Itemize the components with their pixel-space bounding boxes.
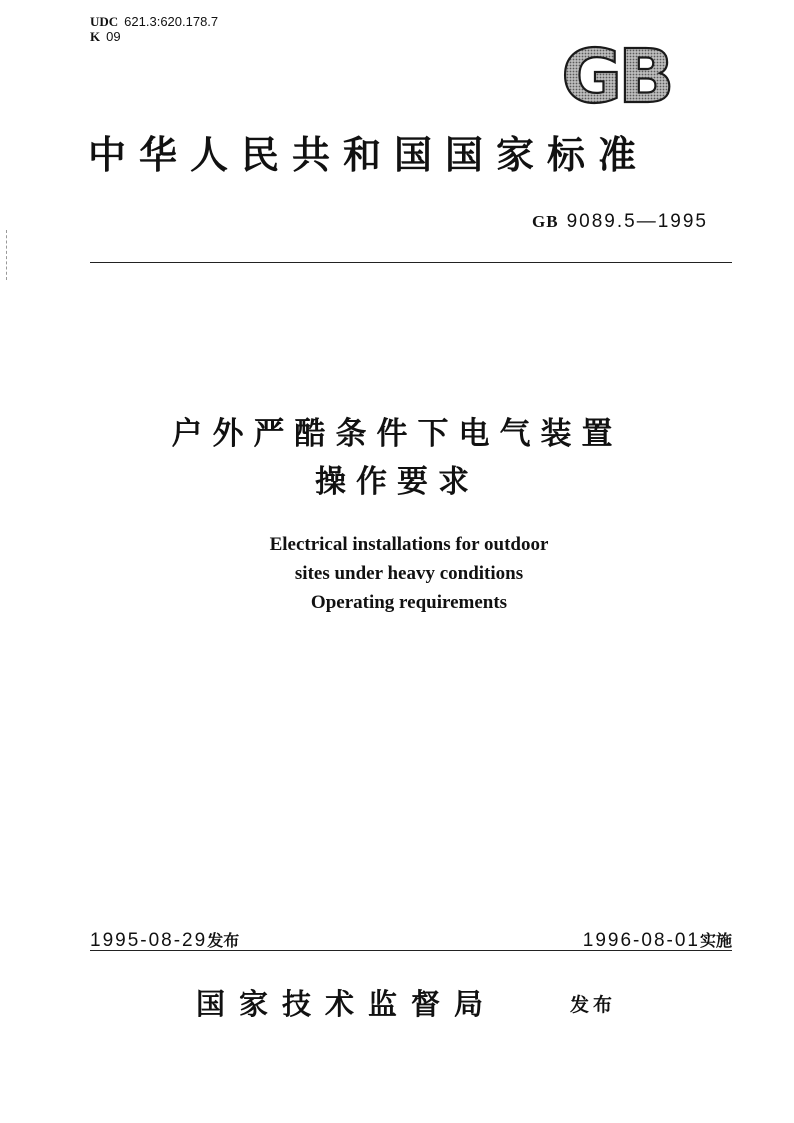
publish-label: 发布 bbox=[570, 994, 617, 1016]
implementation-date-value: 1996-08-01 bbox=[582, 930, 700, 951]
gb-logo bbox=[545, 40, 687, 112]
udc-label: UDC bbox=[90, 14, 119, 29]
k-value: 09 bbox=[106, 29, 121, 44]
title-en-line-2: sites under heavy conditions bbox=[294, 563, 524, 584]
title-cn-line-2: 操作要求 bbox=[315, 464, 479, 500]
implementation-date-label: 实施 bbox=[699, 931, 732, 950]
standard-prefix: GB bbox=[532, 212, 559, 231]
standard-code: 9089.5—1995 bbox=[566, 211, 708, 232]
issue-date-label: 发布 bbox=[207, 931, 240, 950]
implementation-date bbox=[480, 928, 732, 952]
gb-logo-text: GB bbox=[561, 40, 671, 112]
header-divider bbox=[90, 262, 732, 263]
standard-number bbox=[400, 210, 708, 233]
footer-divider bbox=[90, 950, 732, 951]
issuing-authority: 国家技术监督局 bbox=[196, 987, 498, 1021]
udc-value: 621.3:620.178.7 bbox=[124, 14, 219, 29]
national-standard-title: 中华人民共和国国家标准 bbox=[88, 133, 650, 177]
udc-classification bbox=[90, 14, 218, 29]
title-cn-line-1: 户外严酷条件下电气装置 bbox=[171, 416, 623, 452]
scan-edge-mark bbox=[6, 230, 7, 280]
title-en-line-3: Operating requirements bbox=[310, 592, 508, 613]
issue-date bbox=[90, 928, 239, 952]
issue-date-value: 1995-08-29 bbox=[90, 930, 208, 951]
title-en-line-1: Electrical installations for outdoor bbox=[269, 534, 549, 555]
k-label: K bbox=[90, 29, 101, 44]
gb-logo-icon bbox=[545, 40, 687, 112]
k-classification bbox=[90, 29, 121, 44]
